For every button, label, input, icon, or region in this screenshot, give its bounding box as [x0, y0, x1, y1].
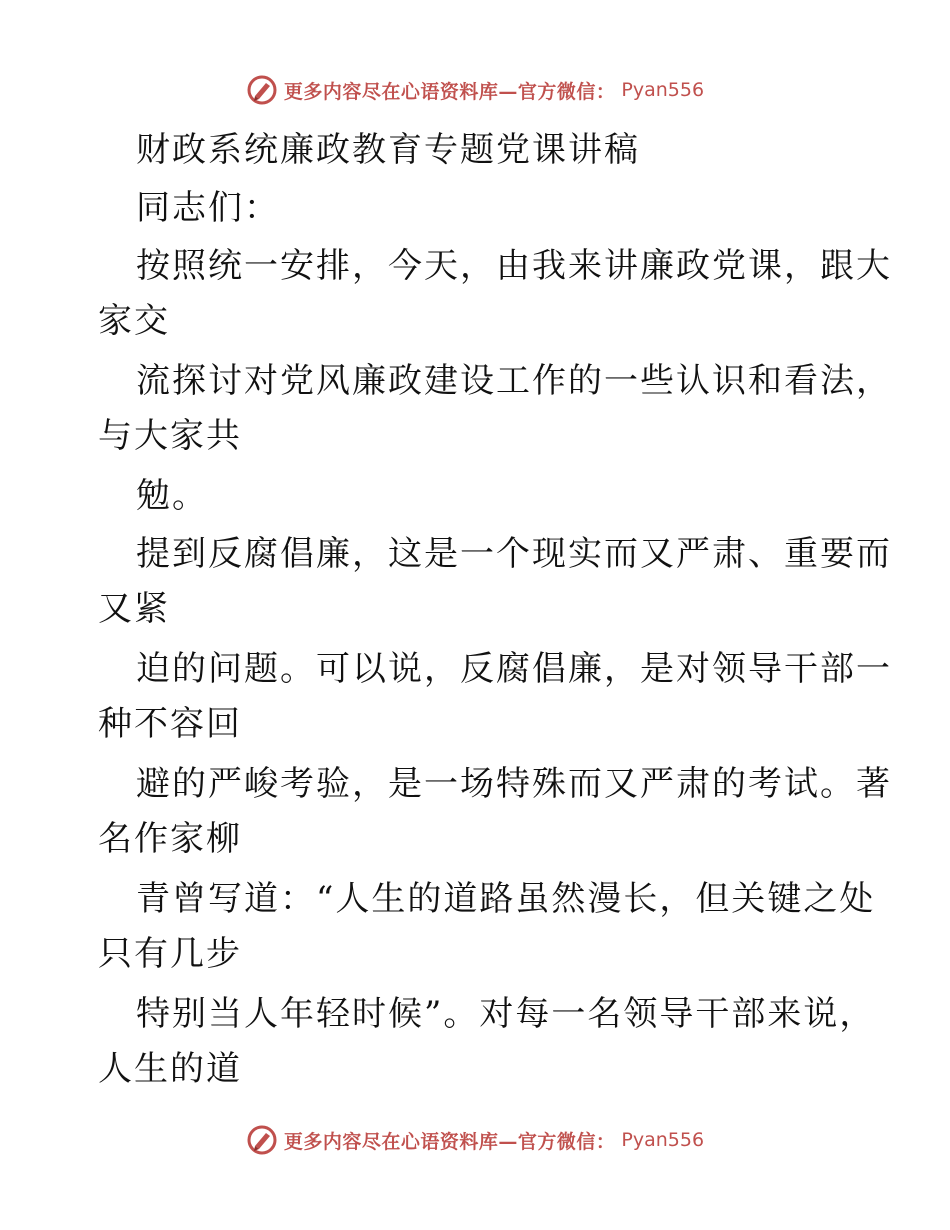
text-line: 青曾写道：“人生的道路虽然漫长，但关键之处: [136, 879, 876, 919]
text-line: 按照统一安排，今天，由我来讲廉政党课，跟大: [136, 246, 892, 286]
text-line: 名作家柳: [98, 819, 242, 859]
watermark-text: 更多内容尽在心语资料库—官方微信：: [283, 80, 616, 103]
pen-circle-logo-icon: [246, 1124, 278, 1156]
text-line: 种不容回: [98, 704, 242, 744]
text-line: 人生的道: [98, 1049, 242, 1089]
text-line: 流探讨对党风廉政建设工作的一些认识和看法，: [136, 361, 892, 401]
text-line: 迫的问题。可以说，反腐倡廉，是对领导干部一: [136, 649, 892, 689]
watermark-account: Pyan556: [621, 1129, 705, 1151]
header-watermark: [0, 70, 950, 110]
text-line: 又紧: [98, 589, 170, 629]
watermark-text: 更多内容尽在心语资料库—官方微信：: [283, 1130, 616, 1153]
text-line: 勉。: [136, 476, 208, 516]
text-line: 家交: [98, 301, 170, 341]
text-line: 只有几步: [98, 934, 242, 974]
pen-circle-logo-icon: [246, 74, 278, 106]
footer-watermark: [0, 1120, 950, 1160]
text-line: 同志们：: [136, 188, 280, 228]
text-line: 避的严峻考验，是一场特殊而又严肃的考试。著: [136, 764, 892, 804]
text-line: 提到反腐倡廉，这是一个现实而又严肃、重要而: [136, 534, 892, 574]
document-title: 财政系统廉政教育专题党课讲稿: [136, 130, 640, 170]
watermark-account: Pyan556: [621, 79, 705, 101]
text-line: 与大家共: [98, 416, 242, 456]
text-line: 特别当人年轻时候”。对每一名领导干部来说，: [136, 994, 876, 1034]
